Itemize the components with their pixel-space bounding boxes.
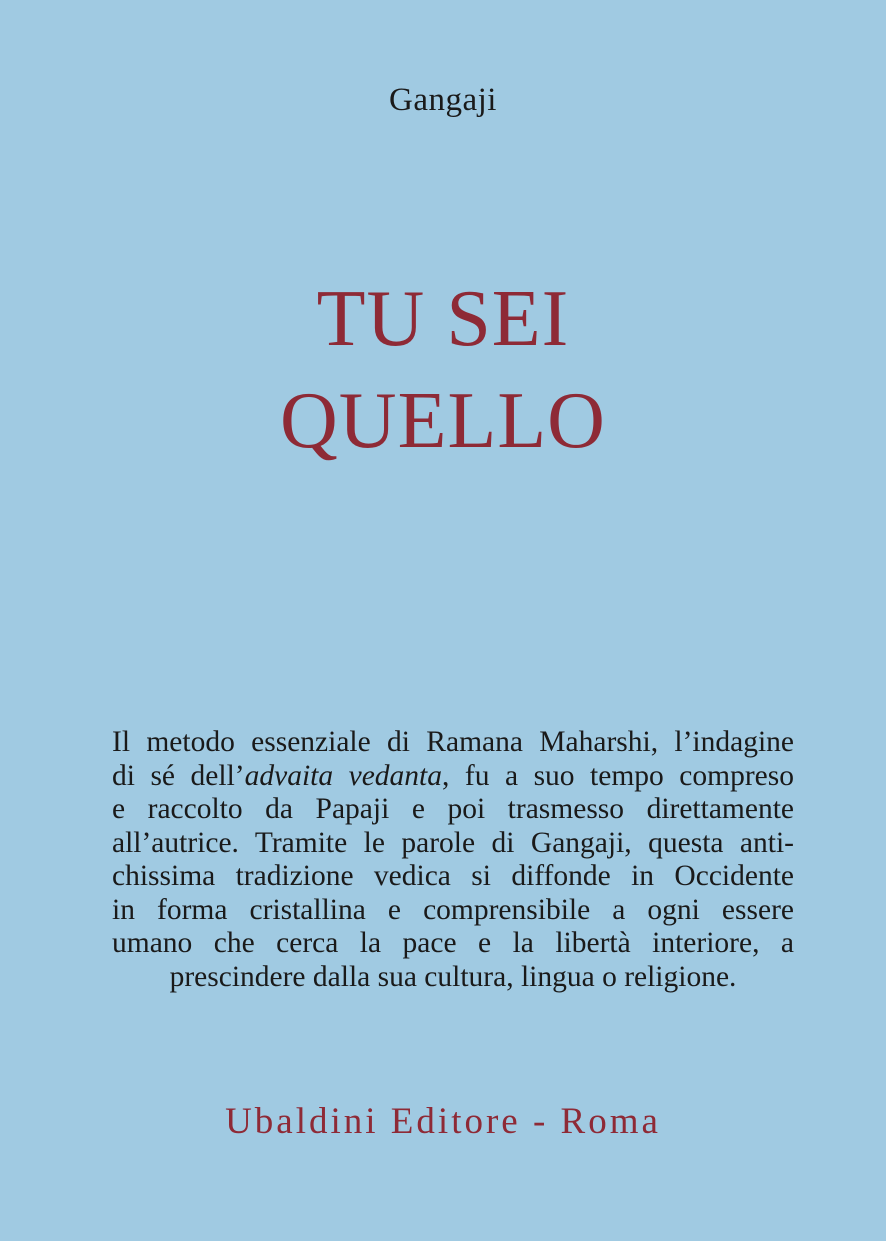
- author-name: Gangaji: [389, 82, 497, 118]
- blurb-text: prescindere dalla sua cultura, lingua o religione.: [169, 960, 737, 993]
- book-description: [112, 726, 794, 994]
- blurb-line: [112, 726, 794, 760]
- blurb-text: di sé dell’: [112, 759, 245, 792]
- blurb-line: [112, 894, 794, 928]
- blurb-text: , fu a suo tempo compreso: [442, 759, 794, 792]
- blurb-text: umano che cerca la pace e la libertà interiore, a: [112, 927, 794, 959]
- blurb-text: all’autrice. Tramite le parole di Gangaji, questa anti-: [112, 826, 794, 859]
- blurb-text: e raccolto da Papaji e poi trasmesso direttamente: [112, 793, 794, 825]
- blurb-line: [112, 793, 794, 827]
- blurb-text: chissima tradizione vedica si diffonde in Occidente: [112, 860, 794, 892]
- blurb-line: [112, 961, 794, 995]
- book-title: [0, 268, 886, 472]
- publisher-name: Ubaldini Editore - Roma: [225, 1101, 661, 1142]
- blurb-line: [112, 927, 794, 961]
- blurb-line: [112, 760, 794, 794]
- blurb-text: in forma cristallina e comprensibile a ogni essere: [112, 893, 794, 926]
- title-line-1: TU SEI: [316, 275, 570, 363]
- blurb-line: [112, 860, 794, 894]
- blurb-line: [112, 827, 794, 861]
- title-line-2: QUELLO: [280, 377, 606, 465]
- blurb-text: Il metodo essenziale di Ramana Maharshi, l’indagine: [112, 726, 794, 758]
- blurb-italic-term: advaita vedanta: [244, 759, 442, 792]
